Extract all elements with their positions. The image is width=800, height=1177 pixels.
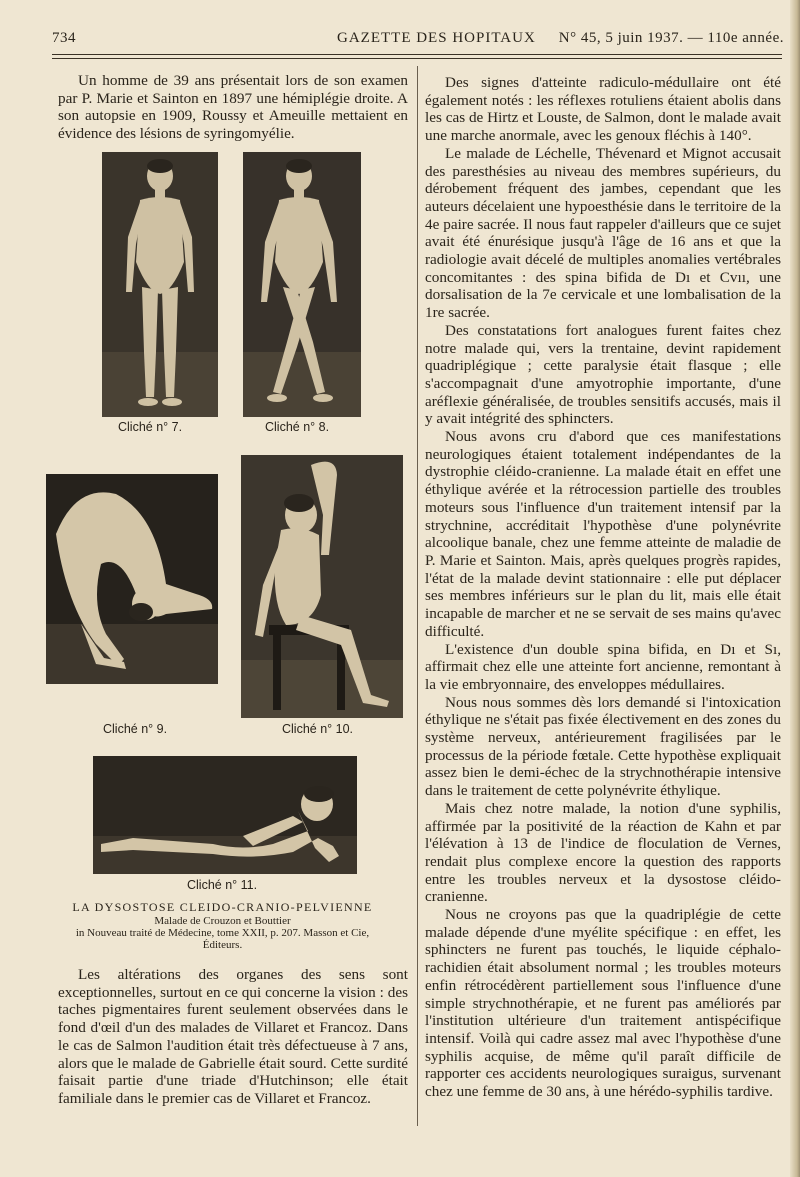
left-column-top [58,72,408,143]
caption-cliche-9: Cliché n° 9. [103,722,168,736]
paragraph: Le malade de Léchelle, Thévenard et Mignot accusait des paresthésies au niveau des membres supérieurs, du dérobement fréquent des jambes, cependant que les auteurs décelaient une hypoesthésie dans le territoire de la 4e paire sacrée. Il nous faut rappeler d'ailleurs que ce sujet avait été énurésique jusqu'à l'âge de 16 ans et que la radiologie avait décelé de multiples anomalies vertébrales concomitantes : des spina bifida de Dı et Cvıı, une dorsalisation de la 7e cervicale et une lombalisation de la 1re sacrée. [425,144,781,322]
caption-cliche-7: Cliché n° 7. [118,420,183,434]
paragraph: Mais chez notre malade, la notion d'une syphilis, affirmée par la positivité de la réaction de Kahn et par l'élévation à 13 de l'indice de floculation de Vernes, rendait plus complexe encore la question des rapports entre les troubles nerveux et la dysostose cléido-cranienne. [425,799,781,906]
credit-line: Malade de Crouzon et Bouttier [154,915,291,927]
column-divider [417,66,418,1126]
figure-credit [40,900,405,951]
photo-cliche-10 [241,455,403,718]
photo-cliche-8 [243,152,361,417]
photo-cliche-11 [93,756,357,874]
page-number: 734 [52,30,76,46]
caption-cliche-11: Cliché n° 11. [187,878,258,892]
header-rule-2 [52,58,782,59]
caption-cliche-8: Cliché n° 8. [265,420,330,434]
issue-info: N° 45, 5 juin 1937. — 110e année. [558,30,784,46]
paragraph: Des constatations fort analogues furent faites chez notre malade qui, vers la trentaine, devint rapidement quadriplégique ; cette paralysie était flasque ; elle s'accompagnait d'une amyotrophie importante, d'une aréflexie généralisée, de troubles sensitifs accusés, mais il y avait intégrité des sphincters. [425,321,781,428]
caption-cliche-10: Cliché n° 10. [282,722,354,736]
credit-title: LA DYSOSTOSE CLEIDO-CRANIO-PELVIENNE [72,900,373,914]
paragraph: Des signes d'atteinte radiculo-médullaire ont été également notés : les réflexes rotuliens étaient abolis dans les cas de Hirtz et Louste, de Salmon, dont le malade avait une marche anormale, avec les genoux fléchis à 140°. [425,74,781,145]
left-column-bottom [58,966,408,1108]
journal-title: GAZETTE DES HOPITAUX [337,30,536,46]
header-rule [52,54,782,55]
photo-cliche-7 [102,152,218,417]
page-edge [790,0,800,1177]
right-column [425,74,781,1101]
photo-cliche-9 [46,474,218,684]
credit-line: in Nouveau traité de Médecine, tome XXII, p. 207. Masson et Cie, [75,927,370,939]
paragraph: L'existence d'un double spina bifida, en Dı et Sı, affirmait chez elle une atteinte fort ancienne, remontant à la vie embryonnaire, des enveloppes médullaires. [425,640,781,693]
paragraph: Nous nous sommes dès lors demandé si l'intoxication éthylique ne s'était pas fixée électivement en des zones du système nerveux, antérieurement fragilisées par le processus de la période fœtale. Cette hypothèse expliquait assez bien le demi-échec de la strychnothérapie intensive dans le traitement de cette polynévrite éthylique. [425,693,781,800]
paragraph: Les altérations des organes des sens sont exceptionnelles, surtout en ce qui concerne la vision : des taches pigmentaires furent seulement observées dans le fond d'œil d'un des malades de Villaret et Francoz. Dans le cas de Salmon l'audition était très défectueuse à 7 ans, alors que le malade de Gabrielle était sourd. Cette surdité faisait partie d'une triade d'Hutchinson; elle était familiale dans le premier cas de Villaret et Francoz. [58,966,408,1107]
credit-line: Éditeurs. [202,939,243,951]
paragraph: Nous avons cru d'abord que ces manifestations neurologiques étaient totalement indépendantes de la dystrophie cléido-cranienne. La malade était en effet une éthylique avérée et la rétrocession partielle des troubles moteurs sous l'influence d'un traitement intensif par la strychnine, accréditait l'hypothèse d'une polynévrite alcoolique banale, chez une femme atteinte de maladie de P. Marie et Sainton. Mais, après quelques progrès rapides, l'état de la malade devint stationnaire : elle put déplacer ses membres inférieurs sur le plan du lit, mais elle était incapable de marcher et ne se servait de ses mains qu'avec difficulté. [425,428,781,640]
paragraph: Un homme de 39 ans présentait lors de son examen par P. Marie et Sainton en 1897 une hémiplégie droite. A son autopsie en 1909, Roussy et Ameuille mettaient en évidence des lésions de syringomyélie. [58,72,408,143]
page-header [52,30,784,52]
paragraph: Nous ne croyons pas que la quadriplégie de cette malade dépende d'une myélite spécifique : en effet, les sphincters ne furent pas touchés, le liquide céphalo-rachidien était absolument normal ; les troubles moteurs enfin rétrocédèrent partiellement sous l'influence d'une simple strychnothérapie, et ne furent pas améliorés par l'institution ultérieure d'un traitement antispécifique intensif. Voilà qui cadre assez mal avec l'hypothèse d'une syphilis acquise, de même qu'il paraît difficile de rapporter ces accidents neurologiques suraigus, survenant chez une femme de 30 ans, à une hérédo-syphilis tardive. [425,906,781,1101]
